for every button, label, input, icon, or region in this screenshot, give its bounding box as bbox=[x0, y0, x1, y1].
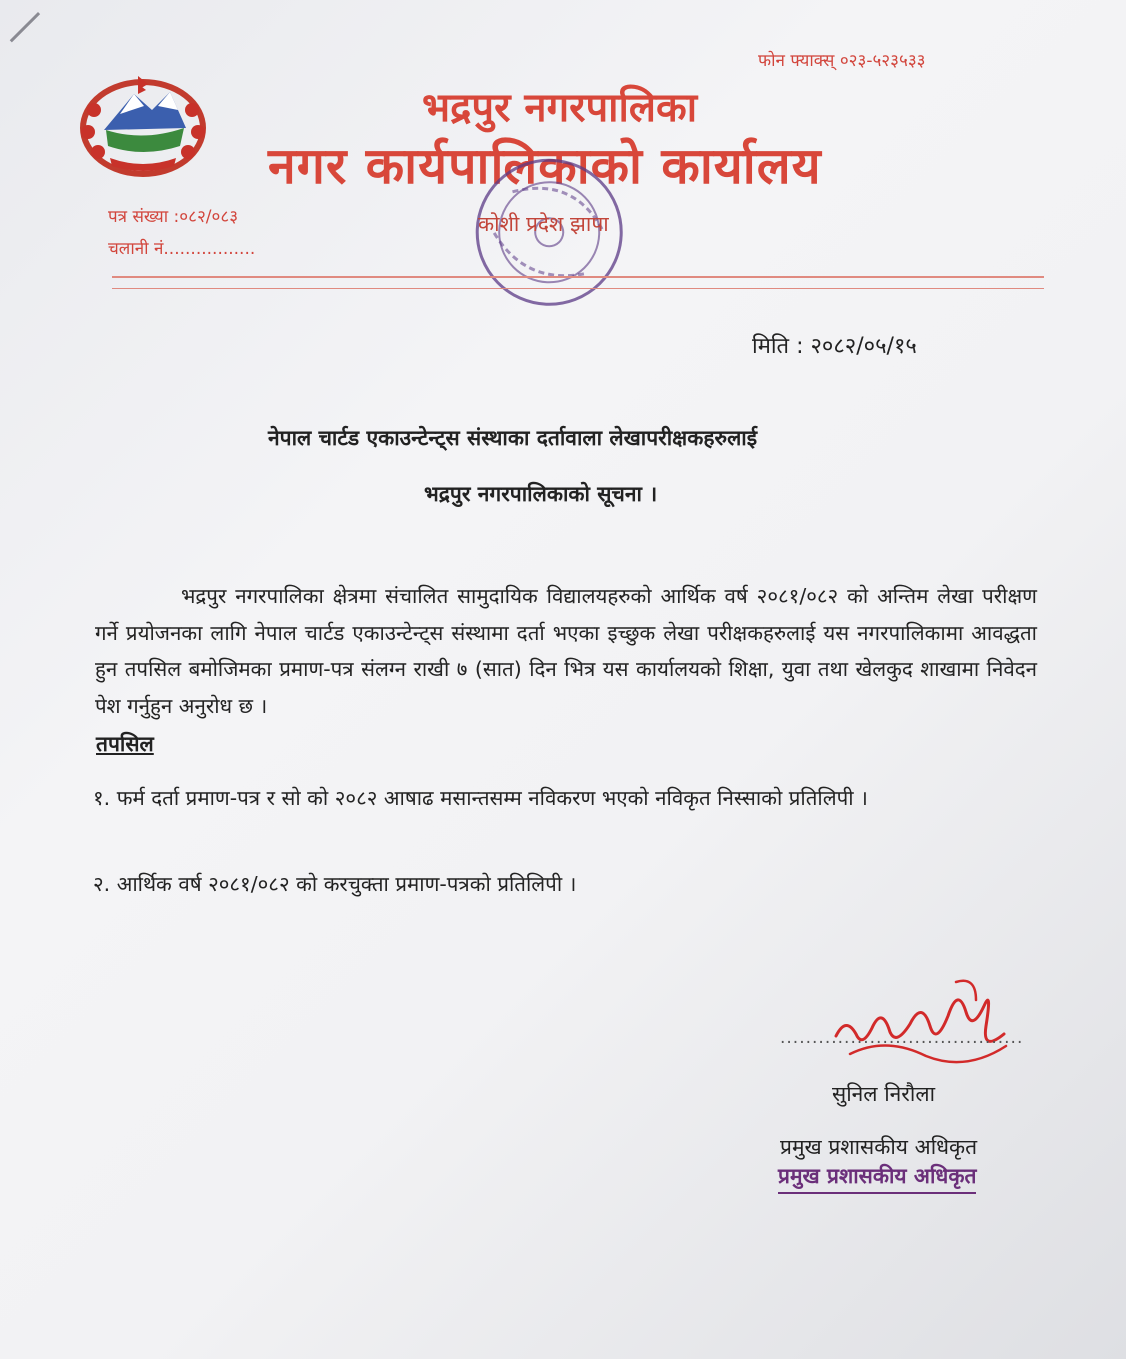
dispatch-number: चलानी नं................. bbox=[108, 239, 256, 259]
notice-body: भद्रपुर नगरपालिका क्षेत्रमा संचालित सामुदायिक विद्यालयहरुको आर्थिक वर्ष २०८१/०८२ को अन्तिम लेखा परीक्षण गर्ने प्रयोजनका लागि नेपाल चार्टड एकाउन्टेन्ट्स संस्थामा दर्ता भएका इच्छुक लेखा परीक्षकहरुलाई यस नगरपालिकामा आवद्धता हुन तपसिल बमोजिमका प्रमाण-पत्र संलग्न राखी ७ (सात) दिन भित्र यस कार्यालयको शिक्षा, युवा तथा खेलकुद शाखामा निवेदन पेश गर्नुहुन अनुरोध छ । bbox=[95, 584, 1037, 718]
list-item-1: १. फर्म दर्ता प्रमाण-पत्र र सो को २०८२ आषाढ मसान्तसम्म नविकरण भएको नविकृत निस्साको प्रतिलिपी । bbox=[93, 786, 868, 810]
list-item-2: २. आर्थिक वर्ष २०८१/०८२ को करचुक्ता प्रमाण-पत्रको प्रतिलिपी । bbox=[93, 872, 577, 896]
signatory-title: प्रमुख प्रशासकीय अधिकृत bbox=[780, 1135, 978, 1159]
section-heading: तपसिल bbox=[96, 732, 154, 756]
subject-line-2: भद्रपुर नगरपालिकाको सूचना । bbox=[424, 482, 658, 506]
designation-stamp: प्रमुख प्रशासकीय अधिकृत bbox=[778, 1162, 976, 1194]
municipality-name: भद्रपुर नगरपालिका bbox=[422, 85, 698, 131]
header-rule-top bbox=[112, 276, 1044, 278]
office-name: नगर कार्यपालिकाको कार्यालय bbox=[268, 137, 822, 195]
letter-ref-number: पत्र संख्या :०८२/०८३ bbox=[108, 207, 239, 227]
nepal-emblem-logo bbox=[74, 70, 212, 180]
phone-fax: फोन फ्याक्स् ०२३-५२३५३३ bbox=[758, 51, 926, 71]
subject-line-1: नेपाल चार्टड एकाउन्टेन्ट्स संस्थाका दर्तावाला लेखापरीक्षकहरुलाई bbox=[268, 426, 758, 450]
signature-line: ...................................... bbox=[780, 1028, 1024, 1048]
header-rule-bottom bbox=[112, 288, 1044, 289]
letter-date: मिति : २०८२/०५/१५ bbox=[752, 334, 917, 359]
paper-fold-mark bbox=[10, 12, 40, 42]
signatory-name: सुनिल निरौला bbox=[832, 1082, 936, 1106]
handwritten-signature bbox=[826, 976, 1016, 1076]
seal-overlap-text: कोशी प्रदेश झापा bbox=[478, 212, 609, 236]
